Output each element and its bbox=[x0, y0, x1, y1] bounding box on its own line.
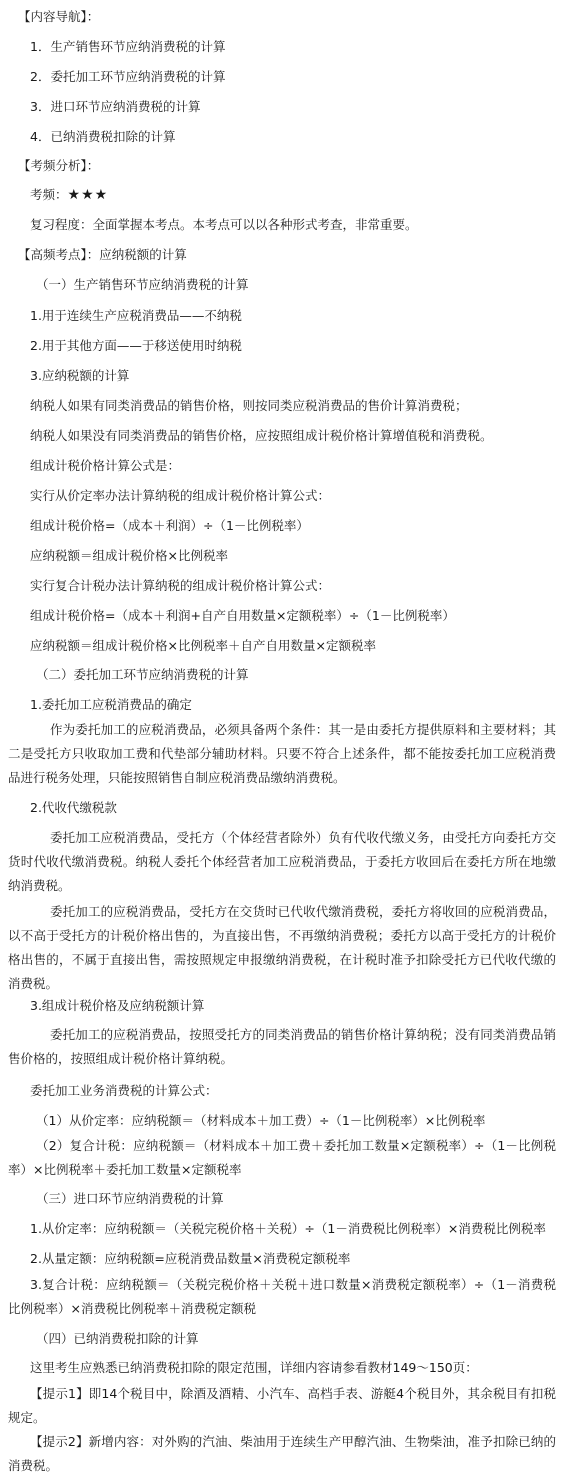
analysis-heading: 【考频分析】： bbox=[18, 158, 100, 173]
s1-line-6: 组成计税价格计算公式是： bbox=[30, 458, 181, 473]
section-2-title: （二）委托加工环节应纳消费税的计算 bbox=[36, 667, 249, 682]
s1-line-7: 实行从价定率办法计算纳税的组成计税价格计算公式： bbox=[30, 488, 331, 503]
s4-line-1: 这里考生应熟悉已纳消费税扣除的限定范围，详细内容请参看教材149～150页： bbox=[30, 1360, 478, 1375]
tip-2: 【提示2】新增内容：对外购的汽油、柴油用于连续生产甲醇汽油、生物柴油，准予扣除已纳的消费税。 bbox=[8, 1434, 556, 1473]
s1-line-5: 纳税人如果没有同类消费品的销售价格，应按照组成计税价格计算增值税和消费税。 bbox=[30, 428, 493, 443]
s1-line-2: 2.用于其他方面——于移送使用时纳税 bbox=[30, 338, 242, 353]
section-1-title: （一）生产销售环节应纳消费税的计算 bbox=[36, 277, 249, 292]
nav-heading: 【内容导航】： bbox=[18, 9, 100, 24]
nav-item-2: 2．委托加工环节应纳消费税的计算 bbox=[30, 69, 226, 84]
section-4-title: （四）已纳消费税扣除的计算 bbox=[36, 1331, 199, 1346]
s1-formula-1: 组成计税价格=（成本＋利润）÷（1－比例税率） bbox=[30, 518, 309, 533]
nav-item-3: 3．进口环节应纳消费税的计算 bbox=[30, 99, 201, 114]
s1-line-4: 纳税人如果有同类消费品的销售价格，则按同类应税消费品的售价计算消费税； bbox=[30, 398, 468, 413]
s2-formula-2: （2）复合计税：应纳税额＝（材料成本＋加工费＋委托加工数量×定额税率）÷（1－比例税率）×比例税率＋委托加工数量×定额税率 bbox=[8, 1138, 556, 1177]
tip-1: 【提示1】即14个税目中，除酒及酒精、小汽车、高档手表、游艇4个税目外，其余税目有扣税规定。 bbox=[8, 1386, 556, 1425]
s1-line-10: 实行复合计税办法计算纳税的组成计税价格计算公式： bbox=[30, 578, 331, 593]
nav-item-1: 1．生产销售环节应纳消费税的计算 bbox=[30, 39, 226, 54]
s3-formula-3: 3.复合计税：应纳税额＝（关税完税价格＋关税＋进口数量×消费税定额税率）÷（1－消费税比例税率）×消费税比例税率＋消费税定额税 bbox=[8, 1277, 556, 1316]
s3-formula-1: 1.从价定率：应纳税额＝（关税完税价格＋关税）÷（1－消费税比例税率）×消费税比例税率 bbox=[30, 1221, 546, 1236]
s2-paragraph-1: 作为委托加工的应税消费品，必须具备两个条件：其一是由委托方提供原料和主要材料；其二是受托方只收取加工费和代垫部分辅助材料。只要不符合上述条件，都不能按委托加工应税消费品进行税务处理，只能按照销售自制应税消费品缴纳消费税。 bbox=[8, 722, 556, 785]
section-3-title: （三）进口环节应纳消费税的计算 bbox=[36, 1191, 224, 1206]
s2-heading-1: 1.委托加工应税消费品的确定 bbox=[30, 697, 192, 712]
frequency-label: 考频： bbox=[30, 187, 68, 202]
s2-paragraph-2: 委托加工应税消费品，受托方（个体经营者除外）负有代收代缴义务，由受托方向委托方交货时代收代缴消费税。纳税人委托个体经营者加工应税消费品，于委托方收回后在委托方所在地缴纳消费税。 bbox=[8, 830, 556, 893]
frequency-stars: ★★★ bbox=[67, 187, 109, 203]
s1-formula-2: 应纳税额＝组成计税价格×比例税率 bbox=[30, 548, 228, 563]
s2-line-5: 委托加工业务消费税的计算公式： bbox=[30, 1083, 218, 1098]
review-level: 复习程度：全面掌握本考点。本考点可以以各种形式考查，非常重要。 bbox=[30, 217, 418, 232]
s2-paragraph-3: 委托加工的应税消费品，受托方在交货时已代收代缴消费税，委托方将收回的应税消费品，以不高于受托方的计税价格出售的，为直接出售，不再缴纳消费税；委托方以高于受托方的计税价格出售的，不属于直接出售，需按照规定申报缴纳消费税，在计税时准予扣除受托方已代收代缴的消费税。 bbox=[8, 904, 556, 991]
s1-line-3: 3.应纳税额的计算 bbox=[30, 368, 130, 383]
s1-formula-4: 应纳税额＝组成计税价格×比例税率＋自产自用数量×定额税率 bbox=[30, 638, 376, 653]
s3-formula-2: 2.从量定额：应纳税额=应税消费品数量×消费税定额税率 bbox=[30, 1251, 351, 1266]
nav-item-4: 4．已纳消费税扣除的计算 bbox=[30, 129, 176, 144]
frequency-row bbox=[30, 183, 580, 207]
s2-formula-1: （1）从价定率：应纳税额＝（材料成本＋加工费）÷（1－比例税率）×比例税率 bbox=[36, 1113, 486, 1128]
s1-formula-3: 组成计税价格=（成本＋利润+自产自用数量×定额税率）÷（1－比例税率） bbox=[30, 608, 455, 623]
s2-paragraph-4: 委托加工的应税消费品，按照受托方的同类消费品的销售价格计算纳税；没有同类消费品销售价格的，按照组成计税价格计算纳税。 bbox=[8, 1027, 556, 1066]
topic-heading: 【高频考点】：应纳税额的计算 bbox=[18, 247, 187, 262]
s2-heading-2: 2.代收代缴税款 bbox=[30, 800, 117, 815]
s2-heading-3: 3.组成计税价格及应纳税额计算 bbox=[30, 998, 205, 1013]
s1-line-1: 1.用于连续生产应税消费品——不纳税 bbox=[30, 308, 242, 323]
